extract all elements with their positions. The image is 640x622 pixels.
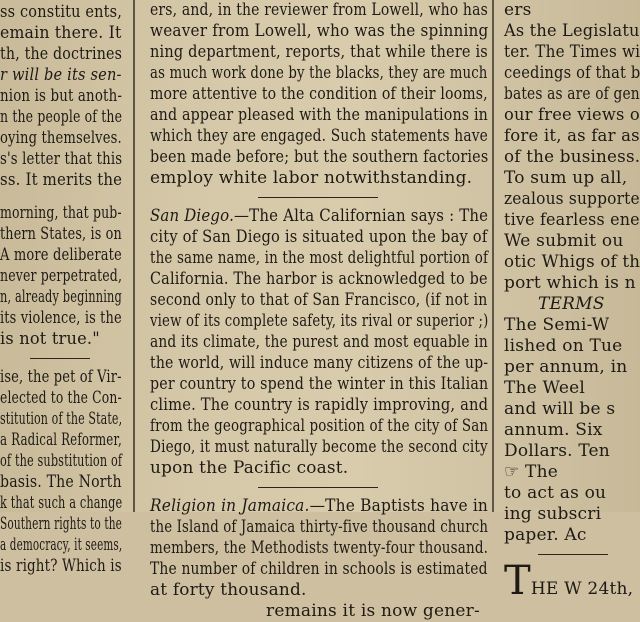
section-divider xyxy=(538,554,608,555)
text-line: a democracy, it seems, xyxy=(0,535,123,555)
text-line: per annum, in xyxy=(504,357,628,377)
article-title-san-diego: San Diego. xyxy=(150,206,235,226)
text-line: at forty thousand. xyxy=(150,580,307,600)
text-line: zealous supporte xyxy=(504,189,640,209)
text-line: weaver from Lowell, who was the spinning xyxy=(150,21,489,41)
text-line: Southern rights to the xyxy=(0,514,123,534)
text-line: and will be s xyxy=(504,399,616,419)
text-line: California. The harbor is acknowledged to be xyxy=(150,269,488,289)
text-line: which they are engaged. Such statements have xyxy=(150,126,488,146)
text-line: To sum up all, xyxy=(504,168,628,188)
text-line: ☞ The xyxy=(504,462,558,482)
bottom-notice xyxy=(504,558,640,604)
text-line: a Radical Reformer, xyxy=(0,430,122,450)
text-line: The Semi-W xyxy=(504,315,610,335)
text-line: Dollars. Ten xyxy=(504,441,610,461)
right-column xyxy=(498,0,640,604)
text-line: As the Legislatu xyxy=(504,21,640,41)
section-divider xyxy=(258,197,378,198)
text-line: lished on Tue xyxy=(504,336,623,356)
text-line: to act as ou xyxy=(504,483,607,503)
text-line: and appear pleased with the manipulations in xyxy=(150,105,488,125)
text-line: city of San Diego is situated upon the bay of xyxy=(150,227,488,247)
text-line: never perpetrated, xyxy=(0,266,123,286)
text-line: n, already beginning xyxy=(0,287,122,307)
column-rule xyxy=(133,0,135,512)
text-line: th, the doctrines xyxy=(0,44,123,64)
text-line: emain there. It xyxy=(0,23,122,43)
text-line: as much work done by the blacks, they are much xyxy=(150,63,488,83)
text-line: is not true." xyxy=(0,329,100,349)
article-title-jamaica: Religion in Jamaica. xyxy=(150,496,310,516)
text-line: employ white labor notwithstanding. xyxy=(150,168,473,188)
text-line: ter. The Times wi xyxy=(504,42,640,62)
text-line: thern States, is on xyxy=(0,224,122,244)
text-line: the Island of Jamaica thirty-five thousand church xyxy=(150,517,489,537)
text-line: s's letter that this xyxy=(0,149,123,169)
text-line: ing subscri xyxy=(504,504,602,524)
text-line: The number of children in schools is estimated xyxy=(150,559,488,579)
text-line: upon the Pacific coast. xyxy=(150,458,349,478)
article-jamaica-first-line xyxy=(150,496,489,517)
text-line: otic Whigs of th xyxy=(504,252,640,272)
text-line: its violence, is the xyxy=(0,308,122,328)
text-line: second only to that of San Francisco, (if not in xyxy=(150,290,488,310)
text-line: and its climate, the purest and most equable in xyxy=(150,332,488,352)
column-rule xyxy=(492,0,494,512)
text-line: ise, the pet of Vir- xyxy=(0,367,122,387)
text-line: tive fearless ene xyxy=(504,210,640,230)
text-line: clime. The country is rapidly improving, and xyxy=(150,395,489,415)
text-line: port which is n xyxy=(504,273,636,293)
section-divider xyxy=(30,358,90,359)
text-line: ers, and, in the reviewer from Lowell, who has xyxy=(150,0,488,20)
text-line: been made before; but the southern factories xyxy=(150,147,489,167)
text-line: view of its complete safety, its rival or superior ;) xyxy=(150,311,489,331)
drop-cap: T xyxy=(504,558,531,604)
text-line: A more deliberate xyxy=(0,245,122,265)
text-line: —The Baptists have in xyxy=(309,496,489,516)
text-line: is right? Which is xyxy=(0,556,122,576)
text-line: elected to the Con- xyxy=(0,388,122,408)
text-line: ss. It merits the xyxy=(0,170,123,190)
text-line: of the substitution of xyxy=(0,451,123,471)
article-san-diego-first-line xyxy=(150,206,489,227)
text-line: remains it is now gener- xyxy=(266,601,480,621)
text-line: fore it, as far as xyxy=(504,126,640,146)
text-line: members, the Methodists twenty-four thousand. xyxy=(150,538,489,558)
text-line: the world, will induce many citizens of the up- xyxy=(150,353,489,373)
text-line: stitution of the State, xyxy=(0,409,123,429)
text-line: The Weel xyxy=(504,378,585,398)
text-line: basis. The North xyxy=(0,472,122,492)
text-line: per country to spend the winter in this Italian xyxy=(150,374,489,394)
text-line: 24th, xyxy=(587,579,634,599)
text-line: r will be its sen- xyxy=(0,65,122,85)
text-line: oying themselves. xyxy=(0,128,122,148)
text-line: of the business. xyxy=(504,147,640,167)
text-line: the same name, in the most delightful portion of xyxy=(150,248,489,268)
left-column xyxy=(0,0,128,576)
text-line: HE W xyxy=(530,579,582,599)
text-line: paper. Ac xyxy=(504,525,587,545)
text-line: more attentive to the condition of their looms, xyxy=(150,84,488,104)
text-line: k that such a change xyxy=(0,493,123,513)
text-line: n the people of the xyxy=(0,107,123,127)
text-line: bates as are of gen xyxy=(504,84,640,104)
text-line: from the geographical position of the city of San xyxy=(150,416,489,436)
text-line: annum. Six xyxy=(504,420,603,440)
text-line: ers xyxy=(504,0,532,20)
middle-column xyxy=(146,0,490,621)
text-line: We submit ou xyxy=(504,231,624,251)
text-line: nion is but anoth- xyxy=(0,86,123,106)
text-line: ning department, reports, that while there is xyxy=(150,42,488,62)
text-line: ceedings of that b xyxy=(504,63,640,83)
text-line: morning, that pub- xyxy=(0,203,122,223)
text-line: —The Alta Californian says : The xyxy=(234,206,489,226)
text-line: ss constitu ents, xyxy=(0,2,123,22)
section-divider xyxy=(258,487,378,488)
text-line: Diego, it must naturally become the second city xyxy=(150,437,488,457)
text-line: our free views o xyxy=(504,105,640,125)
terms-heading: TERMS xyxy=(538,294,605,314)
